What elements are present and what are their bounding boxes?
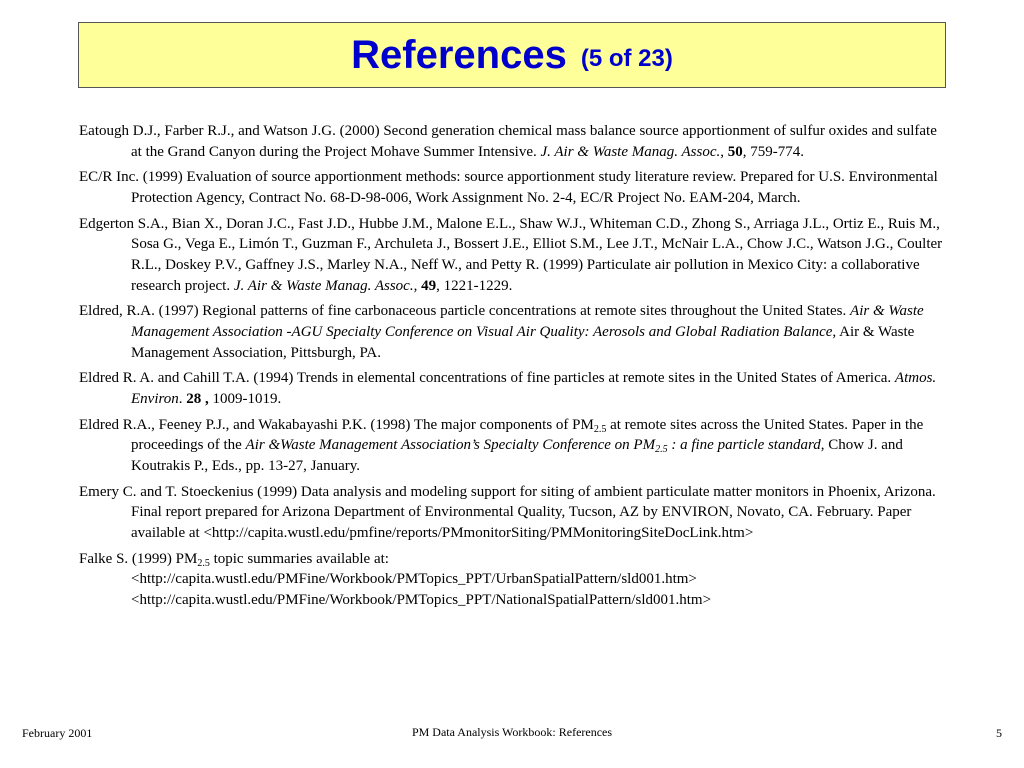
reference-item: EC/R Inc. (1999) Evaluation of source apportionment methods: source apportionment study literature review. Prepared for U.S. Environmental Protection Agency, Contract No. 68-D-98-006, Work Assignment No. 2-4, EC/R Project No. EAM-204, March. <box>79 169 938 206</box>
reference-list <box>79 121 947 616</box>
reference-item: Eatough D.J., Farber R.J., and Watson J.G. (2000) Second generation chemical mass balance source apportionment of sulfur oxides and sulfate at the Grand Canyon during the Project Mohave Summer Intensive. J. Air & Waste Manag. Assoc., 50, 759-774. <box>79 123 937 160</box>
footer-date: February 2001 <box>22 726 93 740</box>
reference-item: Eldred R.A., Feeney P.J., and Wakabayashi P.K. (1998) The major components of $PM_{2.5}$ at remote sites across the United States. Paper in the proceedings of the Air &Waste Management Association’s Specialty Conference on $PM_{2.5}$ : a fine particle standard, Chow J. and Koutrakis P., Eds., pp. 13-27, January. <box>79 416 924 474</box>
footer-title: PM Data Analysis Workbook: References <box>411 725 613 739</box>
reference-item: Eldred, R.A. (1997) Regional patterns of fine carbonaceous particle concentrations at remote sites throughout the United States. Air & Waste Management Association -AGU Specialty Conference on Visual Air Quality: Aerosols and Global Radiation Balance, Air & Waste Management Association, Pittsburgh, PA. <box>79 303 924 361</box>
reference-item: Eldred R. A. and Cahill T.A. (1994) Trends in elemental concentrations of fine particles at remote sites in the United States of America. Atmos. Environ. 28 , 1009-1019. <box>79 370 937 407</box>
reference-item: Emery C. and T. Stoeckenius (1999) Data analysis and modeling support for siting of ambient particulate matter monitors in Phoenix, Arizona. Final report prepared for Arizona Department of Environmental Quality, Tucson, AZ by ENVIRON, Novato, CA. February. Paper available at <http://capita.wustl.edu/pmfine/reports/PMmonitorSiting/PMMonitoringSiteDocLink.htm> <box>79 483 936 541</box>
reference-url[interactable]: <http://capita.wustl.edu/PMFine/Workbook/PMTopics_PPT/NationalSpatialPattern/sld001.htm> <box>131 591 712 608</box>
title-box <box>78 22 946 88</box>
footer-page-number: 5 <box>996 726 1002 740</box>
reference-item: Falke S. (1999) $PM_{2.5}$ topic summaries available at: <http://capita.wustl.edu/PMFine/Workbook/PMTopics_PPT/UrbanSpatialPattern/sld001.htm> <http://capita.wustl.edu/PMFine/Workbook/PMTopics_PPT/NationalSpatialPattern/sld001.htm> <box>79 550 712 608</box>
page-title: References <box>351 32 567 77</box>
reference-url[interactable]: <http://capita.wustl.edu/PMFine/Workbook/PMTopics_PPT/UrbanSpatialPattern/sld001.htm> <box>131 571 697 588</box>
reference-item: Edgerton S.A., Bian X., Doran J.C., Fast J.D., Hubbe J.M., Malone E.L., Shaw W.J., Whiteman C.D., Zhong S., Arriaga J.L., Ortiz E., Ruis M., Sosa G., Vega E., Limón T., Guzman F., Archuleta J., Bossert J.E., Elliot S.M., Lee J.T., McNair L.A., Chow J.C., Watson J.G., Coulter R.L., Doskey P.V., Gaffney J.S., Marley N.A., Neff W., and Petty R. (1999) Particulate air pollution in Mexico City: a collaborative research project. J. Air & Waste Manag. Assoc., 49, 1221-1229. <box>79 215 943 294</box>
page-count: (5 of 23) <box>580 45 673 72</box>
